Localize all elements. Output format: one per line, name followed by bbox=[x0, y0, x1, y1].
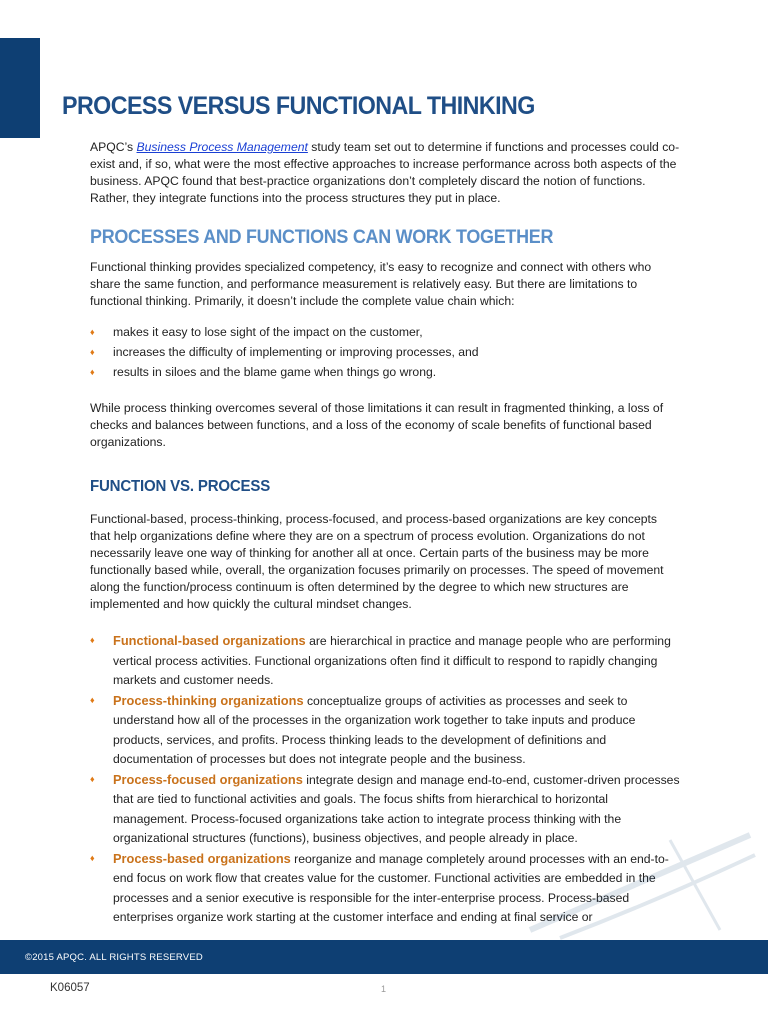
document-id: K06057 bbox=[50, 982, 90, 994]
list-item: ♦ results in siloes and the blame game when things go wrong. bbox=[90, 362, 680, 382]
copyright-text: ©2015 APQC. ALL RIGHTS RESERVED bbox=[25, 951, 203, 963]
list-item: ♦ Process-thinking organizations conceptualize groups of activities as processes and seek to understand how all of the processes in the organization work together to take inputs and produce products, services, and profits. Process thinking leads to the development of definitions and documentation of processes but does not integrate people and the business. bbox=[90, 692, 636, 766]
section1-paragraph-2: While process thinking overcomes several of those limitations it can result in fragmented thinking, a loss of checks and balances between functions, and a loss of the economy of scale benefits of functional based organizations. bbox=[90, 401, 664, 449]
org-term: Functional-based organizations bbox=[113, 633, 306, 648]
bullet-diamond-icon: ♦ bbox=[90, 635, 95, 645]
intro-rest: study team set out to determine if functions and processes could co-exist and, if so, what were the most effective approaches to increase performance across both aspects of the business. APQC found that best-practice organizations don’t completely discard the notion of functions. Rather, they integrate functions into the process structures they put in place. bbox=[90, 140, 680, 205]
bullet-diamond-icon: ♦ bbox=[90, 773, 95, 784]
list-item: ♦ Process-based organizations reorganize and manage completely around processes with an end-to-end focus on work flow that creates value for the customer. Functional activities are embedded in the processes and a senior executive is responsible for the inter-enterprise process. Process-based enterprises organize work starting at the customer interface and ending at final service or bbox=[90, 850, 669, 924]
org-term: Process-focused organizations bbox=[113, 771, 303, 787]
bullet-diamond-icon: ♦ bbox=[90, 347, 95, 357]
limitations-list bbox=[90, 322, 680, 382]
list-item: ♦ Process-focused organizations integrate design and manage end-to-end, customer-driven processes that are tied to functional activities and goals. The focus shifts from hierarchical to horizontal management. Process-focused organizations take action to integrate process thinking with the organizational structures (functions), business objectives, and people already in place. bbox=[90, 771, 680, 845]
section-heading-function-vs-process: FUNCTION VS. PROCESS bbox=[90, 478, 271, 495]
bullet-diamond-icon: ♦ bbox=[90, 694, 95, 705]
section1-body bbox=[90, 259, 680, 451]
list-item: ♦ makes it easy to lose sight of the impact on the customer, bbox=[90, 322, 680, 342]
org-term: Process-based organizations bbox=[113, 850, 291, 866]
section-heading-processes-functions: PROCESSES AND FUNCTIONS CAN WORK TOGETHER bbox=[90, 226, 554, 248]
org-term: Process-thinking organizations bbox=[113, 692, 304, 708]
section2-paragraph: Functional-based, process-thinking, process-focused, and process-based organizations are key concepts that help organizations define where they are on a spectrum of process evolution. Organizations do not necessarily leave one way of thinking for another all at once. Certain parts of the business may be more functionally based while, overall, the organization focuses primarily on processes. The speed of movement along the function/process continuum is often determined by the degree to which new structures are implemented and how quickly the cultural mindset changes. bbox=[90, 512, 664, 611]
footer-bar bbox=[0, 940, 768, 974]
page-title: PROCESS VERSUS FUNCTIONAL THINKING bbox=[62, 92, 535, 120]
section1-paragraph: Functional thinking provides specialized competency, it’s easy to recognize and connect with others who share the same function, and performance measurement is relatively easy. But there are limitations to functional thinking. Primarily, it doesn’t include the complete value chain which: bbox=[90, 260, 652, 308]
intro-prefix: APQC’s bbox=[90, 140, 137, 154]
list-item: ♦ Functional-based organizations are hierarchical in practice and manage people who are performing vertical process activities. Functional organizations often find it difficult to respond to rapidly changing markets and customer needs. bbox=[90, 633, 671, 687]
bpm-study-link[interactable]: Business Process Management bbox=[136, 140, 308, 154]
brand-side-bar bbox=[0, 38, 40, 138]
bullet-diamond-icon: ♦ bbox=[90, 327, 95, 337]
intro-paragraph bbox=[90, 139, 680, 207]
list-item: ♦ increases the difficulty of implementing or improving processes, and bbox=[90, 342, 680, 362]
bullet-diamond-icon: ♦ bbox=[90, 852, 95, 863]
bullet-diamond-icon: ♦ bbox=[90, 367, 95, 377]
page-number: 1 bbox=[381, 984, 387, 994]
apqc-swoosh-watermark-icon bbox=[520, 830, 760, 940]
